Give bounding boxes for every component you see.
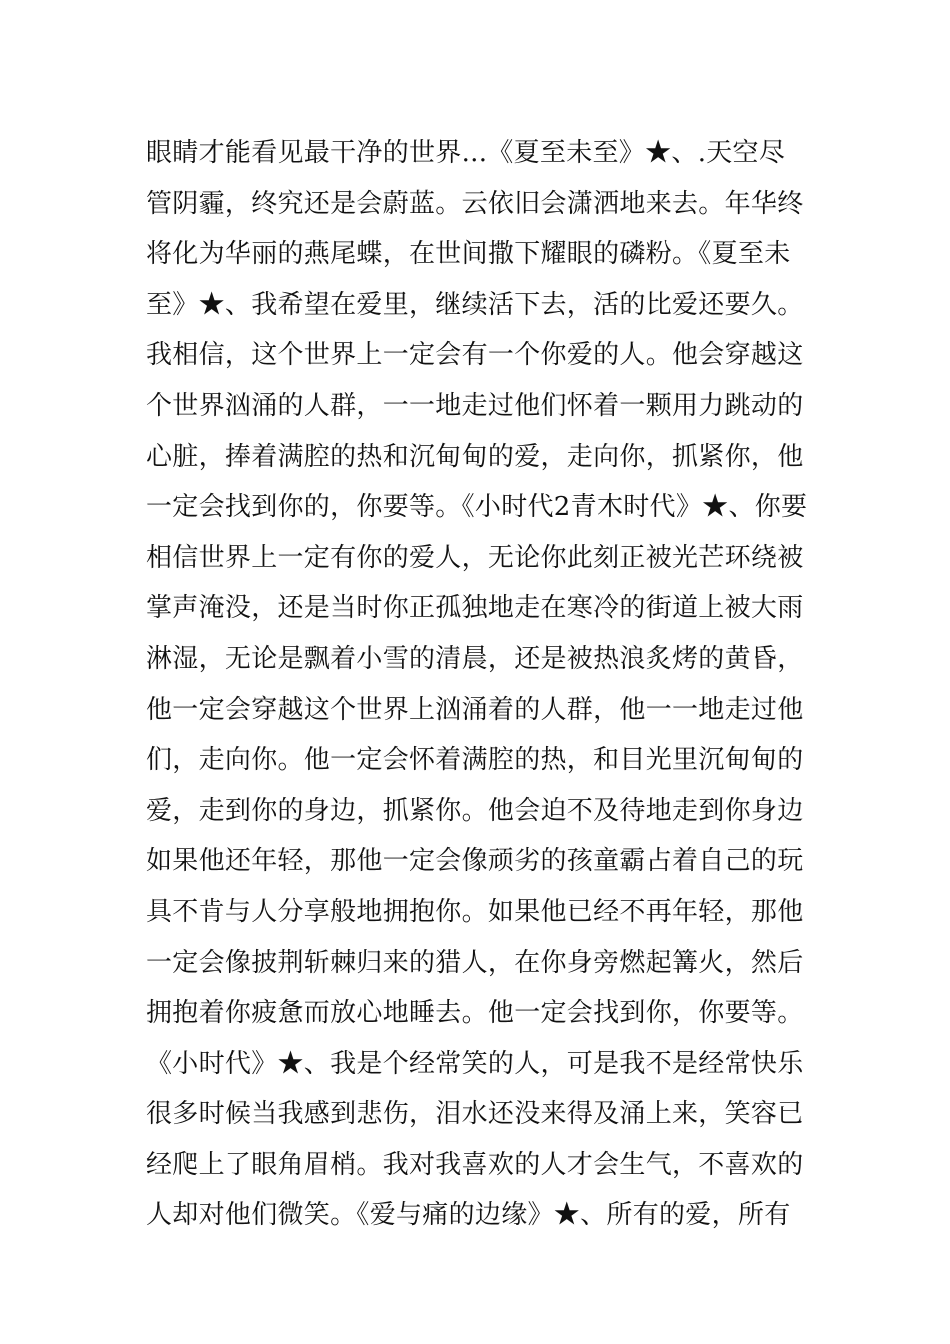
- text-line: 拥抱着你疲惫而放心地睡去。他一定会找到你，你要等。: [146, 998, 804, 1029]
- text-line: 心脏，捧着满腔的热和沉甸甸的爱，走向你，抓紧你，他: [146, 441, 804, 472]
- text-line: 爱，走到你的身边，抓紧你。他会迫不及待地走到你身边: [146, 795, 804, 826]
- text-line: 如果他还年轻，那他一定会像顽劣的孩童霸占着自己的玩: [146, 846, 804, 877]
- text-line: 相信世界上一定有你的爱人，无论你此刻正被光芒环绕被: [146, 542, 804, 573]
- text-line: 一定会找到你的，你要等。《小时代2青木时代》★、你要: [146, 492, 808, 523]
- text-line: 掌声淹没，还是当时你正孤独地走在寒冷的街道上被大雨: [146, 593, 804, 624]
- text-line: 个世界汹涌的人群，一一地走过他们怀着一颗用力跳动的: [146, 390, 804, 421]
- text-line: 很多时候当我感到悲伤，泪水还没来得及涌上来，笑容已: [146, 1099, 804, 1130]
- body-text: [146, 128, 826, 1241]
- text-line: 眼睛才能看见最干净的世界...《夏至未至》★、.天空尽: [146, 138, 786, 168]
- text-line: 《小时代》★、我是个经常笑的人，可是我不是经常快乐: [146, 1048, 804, 1079]
- text-line: 经爬上了眼角眉梢。我对我喜欢的人才会生气，不喜欢的: [146, 1149, 804, 1180]
- text-line: 淋湿，无论是飘着小雪的清晨，还是被热浪炙烤的黄昏，: [146, 643, 804, 674]
- text-line: 将化为华丽的燕尾蝶，在世间撒下耀眼的磷粉。《夏至未: [146, 239, 791, 270]
- text-line: 们，走向你。他一定会怀着满腔的热，和目光里沉甸甸的: [146, 745, 804, 776]
- text-line: 他一定会穿越这个世界上汹涌着的人群，他一一地走过他: [146, 694, 804, 725]
- text-line: 管阴霾，终究还是会蔚蓝。云依旧会潇洒地来去。年华终: [146, 188, 804, 219]
- text-line: 至》★、我希望在爱里，继续活下去，活的比爱还要久。: [146, 289, 804, 320]
- text-line: 一定会像披荆斩棘归来的猎人，在你身旁燃起篝火，然后: [146, 947, 804, 978]
- text-line: 人却对他们微笑。《爱与痛的边缘》★、所有的爱，所有: [146, 1200, 791, 1231]
- text-line: 我相信，这个世界上一定会有一个你爱的人。他会穿越这: [146, 340, 804, 371]
- text-line: 具不肯与人分享般地拥抱你。如果他已经不再年轻，那他: [146, 896, 804, 927]
